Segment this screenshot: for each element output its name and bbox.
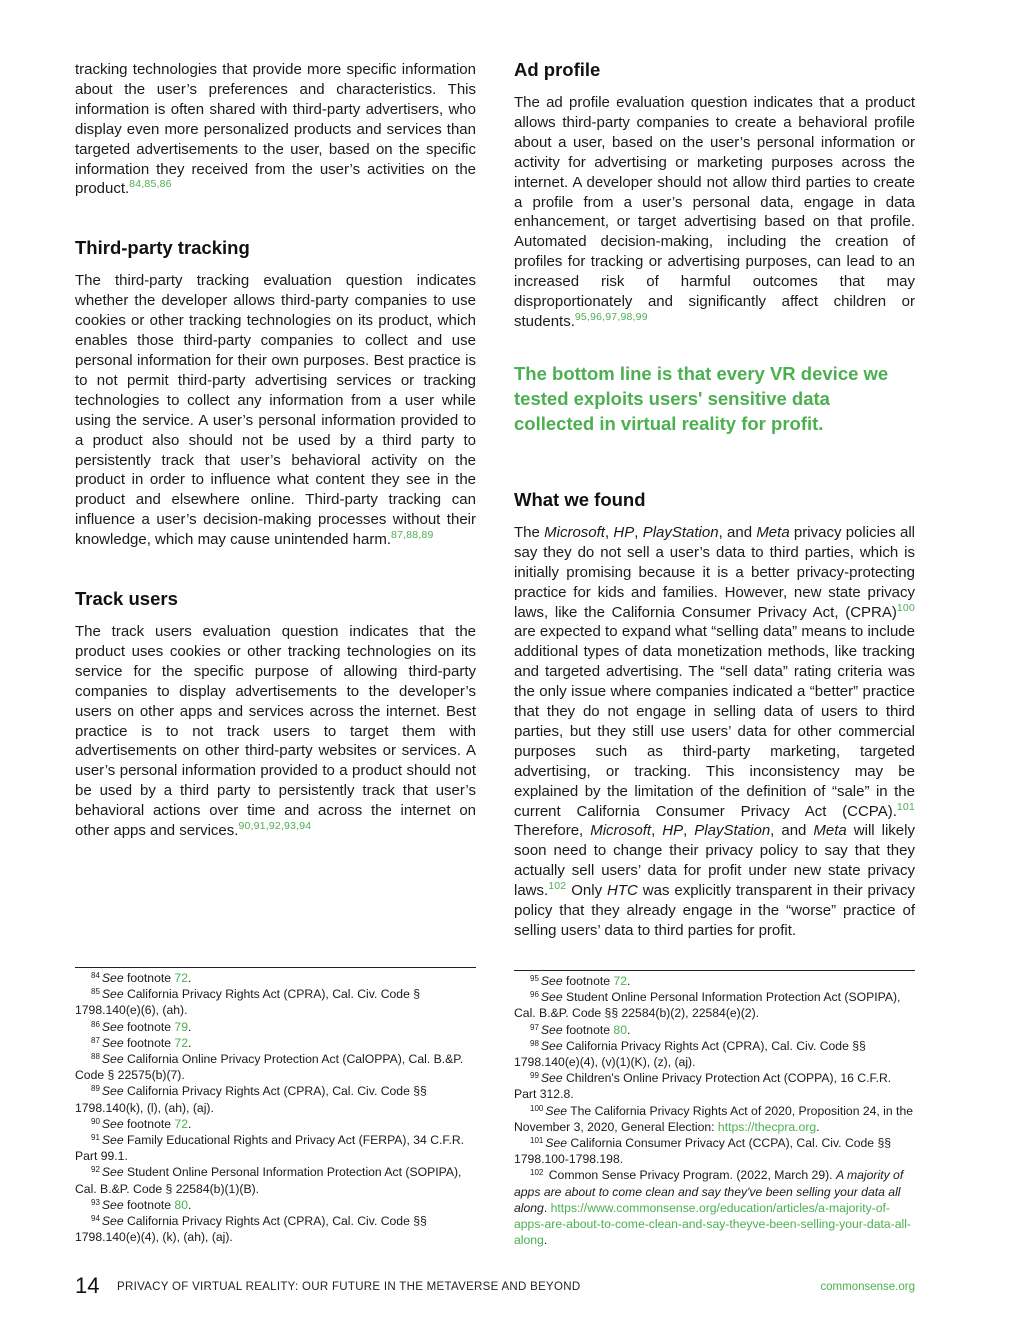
site-link[interactable]: commonsense.org — [820, 1281, 915, 1293]
footnote: $^{98}$ See California Privacy Rights Act (CPRA), Cal. Civ. Code §§ 1798.140(e)(4), (v)(1)(K), (z), (aj). — [514, 1038, 866, 1070]
intro-paragraph: tracking technologies that provide more specific information about the user’s preferences and characteristics. This information is often shared with third-party advertisers, who display even more personalized products and services than targeted advertisements to the user, based on the specific information they received from the user’s activities on the product.$^{84,85,86}$ — [75, 61, 476, 198]
footnote-link[interactable]: 80 — [613, 1022, 627, 1037]
footnote: $^{90}$ See footnote 72. — [91, 1116, 192, 1131]
footnote: $^{99}$ See Children's Online Privacy Protection Act (COPPA), 16 C.F.R. Part 312.8. — [514, 1071, 892, 1102]
footnote: $^{86}$ See footnote 79. — [91, 1019, 192, 1034]
footnote-link[interactable]: 72 — [613, 974, 627, 988]
footnote-link[interactable]: https://www.commonsense.org/education/articles/a-majority-of-apps-are-about-to-come-clean-and-say-theyve-been-selling-your-data-all-along — [514, 1200, 911, 1248]
footnote-ref[interactable]: 100 — [896, 601, 915, 614]
left-column — [75, 58, 476, 841]
heading-ad-profile: Ad profile — [514, 59, 601, 80]
footnote-ref[interactable]: 102 — [548, 880, 567, 893]
footnote: $^{89}$ See California Privacy Rights Act (CPRA), Cal. Civ. Code §§ 1798.140(k), (l), (ah), (aj). — [75, 1084, 427, 1115]
footnote: $^{84}$ See footnote 72. — [91, 971, 192, 985]
footnote-refs[interactable]: 87,88,89 — [391, 529, 434, 542]
footnote: $^{85}$ See California Privacy Rights Act (CPRA), Cal. Civ. Code § 1798.140(e)(6), (ah). — [75, 987, 421, 1018]
track-users-paragraph: The track users evaluation question indicates that the product uses cookies or other tracking technologies on its service for the specific purpose of allowing third-party companies to display advertisements to the developer’s users on other apps and services across the internet. Best practice is to not track users to target them with advertisements on other third-party websites or services. A user’s personal information provided to a product should not be used by a third party to persistently track that user’s behavioral actions over time and across the internet on other apps and services.$^{90,91,92,93,94}$ — [75, 623, 476, 840]
footnote: $^{95}$ See footnote 72. — [530, 974, 631, 988]
footnote-link[interactable]: 72 — [174, 1116, 188, 1131]
footnote-refs[interactable]: 84,85,86 — [129, 178, 172, 191]
footnote-link[interactable]: 80 — [174, 1197, 188, 1212]
footnote-ref[interactable]: 101 — [896, 800, 915, 813]
footnote: $^{94}$ See California Privacy Rights Act (CPRA), Cal. Civ. Code §§ 1798.140(e)(4), (k), (ah), (aj). — [75, 1214, 427, 1245]
footnote-refs[interactable]: 90,91,92,93,94 — [238, 820, 312, 833]
ad-profile-paragraph: The ad profile evaluation question indicates that a product allows third-party companies to create a behavioral profile about a user, based on the user’s personal information or activity for advertising or marketing purposes across the internet. A developer should not allow third parties to create a profile from a user’s personal data, engage in data enhancement, or target advertising based on that profile. Automated decision-making, including the creation of profiles for tracking or advertising purposes, can lead to an increased risk of harmful outcomes that may disproportionately and significantly affect children or students.$^{95,96,97,98,99}$ — [514, 94, 915, 330]
footnote-divider-left — [75, 967, 476, 968]
what-we-found-paragraph: The Microsoft, HP, PlayStation, and Meta privacy policies all say they do not sell a user’s data to third parties, which is initially promising because it is a better privacy-protecting practice for kids and families. However, new state privacy laws, like the California Consumer Privacy Act, (CPRA)$^{100}$ are expected to expand what “selling data” means to include additional types of data monetization methods, like tracking and targeted advertising. The “sell data” rating criteria was the only issue where companies indicated a “better” practice that they do not engage in selling data of users to third parties, but they still use users’ data for other commercial purposes such as third-party marketing, targeted advertising, or tracking. This inconsistency may be explained by the limitation of the definition of “sale” in the current California Consumer Privacy Act (CCPA).$^{101}$ Therefore, Microsoft, HP, PlayStation, and Meta will likely soon need to change their privacy policy to say that they actually sell users’ data for profit under new state privacy laws.$^{102}$ Only HTC was explicitly transparent in their privacy policy that they already engage in the “worse” practice of selling users’ data to third parties for profit. — [514, 523, 916, 939]
footnote-link[interactable]: 72 — [174, 971, 188, 985]
footnotes-left — [75, 970, 476, 1245]
footnote: $^{93}$ See footnote 80. — [91, 1197, 192, 1212]
footnote: $^{88}$ See California Online Privacy Protection Act (CalOPPA), Cal. B.&P. Code § 22575(b)(7). — [75, 1052, 464, 1083]
footnote: $^{102}$ Common Sense Privacy Program. (2022, March 29). A majority of apps are about to come clean and say they've been selling your data all along. https://www.commonsense.org/education/articles/a-majority-of-apps-are-about-to-come-clean-and-say-theyve-been-selling-your-data-all-along. — [514, 1168, 911, 1248]
footnote-link[interactable]: https://thecpra.org — [717, 1119, 817, 1134]
footnote: $^{101}$ See California Consumer Privacy Act (CCPA), Cal. Civ. Code §§ 1798.100-1798.198. — [514, 1136, 892, 1167]
page-number: 14 — [75, 1273, 100, 1298]
footnote: $^{100}$ See The California Privacy Rights Act of 2020, Proposition 24, in the November 3, 2020, General Election: https://thecpra.org. — [514, 1103, 913, 1134]
page-footer — [75, 1272, 915, 1300]
footnote-link[interactable]: 72 — [174, 1035, 188, 1050]
pull-quote: The bottom line is that every VR device we tested exploits users' sensitive data collected in virtual reality for profit. — [514, 362, 889, 434]
heading-third-party-tracking: Third-party tracking — [75, 237, 250, 259]
footnote: $^{87}$ See footnote 72. — [91, 1035, 192, 1050]
right-column — [514, 58, 915, 941]
footnote-refs[interactable]: 95,96,97,98,99 — [574, 310, 648, 323]
footnote-divider-right — [514, 970, 915, 971]
footnote: $^{97}$ See footnote 80. — [530, 1022, 631, 1037]
footnote: $^{91}$ See Family Educational Rights and Privacy Act (FERPA), 34 C.F.R. Part 99.1. — [75, 1133, 465, 1164]
footnote: $^{92}$ See Student Online Personal Information Protection Act (SOPIPA), Cal. B.&P. Code § 22584(b)(1)(B). — [75, 1165, 462, 1196]
heading-what-we-found: What we found — [514, 488, 646, 510]
footnote-link[interactable]: 79 — [174, 1019, 188, 1034]
footnotes-right — [514, 973, 915, 1248]
third-party-tracking-paragraph: The third-party tracking evaluation question indicates whether the developer allows third-party companies to use cookies or other tracking technologies on its product, which enables those third-party companies to collect and use personal information for their own purposes. Best practice is to not permit third-party advertising services or tracking technologies to collect any information from a user while using the service. A user’s personal information provided to a product also should not be used by a third party to persistently track that user’s behavioral activity on the product in order to influence what content they see in the product and elsewhere online. Third-party tracking can influence a user’s decision-making processes without their knowledge, which may cause unintended harm.$^{87,88,89}$ — [75, 272, 476, 549]
heading-track-users: Track users — [75, 588, 178, 610]
footnote: $^{96}$ See Student Online Personal Information Protection Act (SOPIPA), Cal. B.&P. Code §§ 22584(b)(2), 22584(e)(2). — [514, 990, 901, 1021]
publication-title: PRIVACY OF VIRTUAL REALITY: OUR FUTURE IN THE METAVERSE AND BEYOND — [117, 1281, 581, 1293]
